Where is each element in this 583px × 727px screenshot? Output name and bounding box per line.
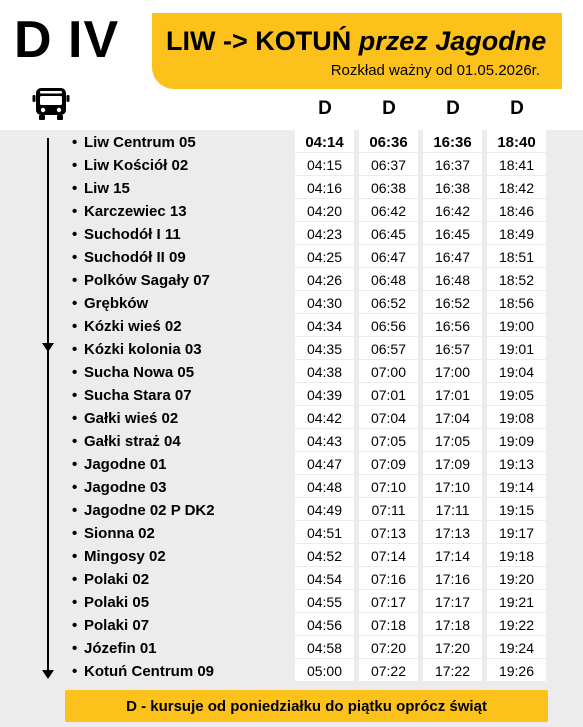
stop-name-label: Jagodne 03 xyxy=(84,479,167,496)
departure-time: 19:01 xyxy=(487,337,546,359)
departure-time: 18:52 xyxy=(487,268,546,290)
departure-time: 18:42 xyxy=(487,176,546,198)
stop-name-label: Polaki 05 xyxy=(84,594,150,611)
route-arrow-icon xyxy=(42,670,54,679)
departure-time: 19:24 xyxy=(487,636,546,658)
table-row xyxy=(0,567,583,590)
bus-icon xyxy=(32,86,70,122)
stop-name-label: Kózki wieś 02 xyxy=(84,318,182,335)
stop-name xyxy=(72,498,215,521)
departure-time: 04:49 xyxy=(295,498,354,520)
departure-time: 16:57 xyxy=(423,337,482,359)
departure-time: 18:46 xyxy=(487,199,546,221)
bullet-icon: • xyxy=(72,502,78,519)
departure-time: 18:56 xyxy=(487,291,546,313)
stop-name xyxy=(72,544,166,567)
departure-time: 16:45 xyxy=(423,222,482,244)
table-row xyxy=(0,544,583,567)
bullet-icon: • xyxy=(72,433,78,450)
departure-time: 07:22 xyxy=(359,659,418,681)
departure-time: 19:13 xyxy=(487,452,546,474)
departure-time: 04:56 xyxy=(295,613,354,635)
table-row xyxy=(0,268,583,291)
stop-name-label: Polków Sagały 07 xyxy=(84,272,210,289)
stop-name xyxy=(72,383,192,406)
bullet-icon: • xyxy=(72,180,78,197)
departure-time: 07:17 xyxy=(359,590,418,612)
stop-name xyxy=(72,590,149,613)
stop-name xyxy=(72,130,196,153)
departure-time: 04:30 xyxy=(295,291,354,313)
departure-time: 16:36 xyxy=(423,130,482,152)
footer-note: D - kursuje od poniedziałku do piątku oprócz świąt xyxy=(65,690,548,722)
departure-time: 07:20 xyxy=(359,636,418,658)
departure-time: 07:11 xyxy=(359,498,418,520)
departure-time: 19:18 xyxy=(487,544,546,566)
stop-name xyxy=(72,245,186,268)
stop-name xyxy=(72,222,181,245)
table-row xyxy=(0,406,583,429)
stop-name-label: Sucha Nowa 05 xyxy=(84,364,195,381)
table-row xyxy=(0,199,583,222)
bullet-icon: • xyxy=(72,479,78,496)
departure-time: 04:38 xyxy=(295,360,354,382)
column-header: D xyxy=(318,98,332,119)
departure-time: 06:52 xyxy=(359,291,418,313)
departure-time: 04:39 xyxy=(295,383,354,405)
bullet-icon: • xyxy=(72,203,78,220)
bullet-icon: • xyxy=(72,387,78,404)
departure-time: 17:14 xyxy=(423,544,482,566)
departure-time: 17:01 xyxy=(423,383,482,405)
table-row xyxy=(0,521,583,544)
bullet-icon: • xyxy=(72,525,78,542)
bullet-icon: • xyxy=(72,410,78,427)
stop-name xyxy=(72,153,188,176)
stop-name xyxy=(72,659,214,682)
stop-name-label: Jagodne 01 xyxy=(84,456,167,473)
departure-time: 17:09 xyxy=(423,452,482,474)
departure-time: 19:09 xyxy=(487,429,546,451)
departure-time: 17:22 xyxy=(423,659,482,681)
departure-time: 19:21 xyxy=(487,590,546,612)
departure-time: 19:08 xyxy=(487,406,546,428)
stop-name xyxy=(72,199,187,222)
departure-time: 17:04 xyxy=(423,406,482,428)
stop-name-label: Liw 15 xyxy=(84,180,130,197)
departure-time: 16:38 xyxy=(423,176,482,198)
departure-time: 17:20 xyxy=(423,636,482,658)
table-row xyxy=(0,314,583,337)
departure-time: 06:48 xyxy=(359,268,418,290)
table-row xyxy=(0,130,583,153)
departure-time: 04:26 xyxy=(295,268,354,290)
departure-time: 07:16 xyxy=(359,567,418,589)
stop-name-label: Jagodne 02 P DK2 xyxy=(84,502,215,519)
departure-time: 07:00 xyxy=(359,360,418,382)
departure-time: 16:42 xyxy=(423,199,482,221)
stop-name-label: Mingosy 02 xyxy=(84,548,166,565)
departure-time: 04:23 xyxy=(295,222,354,244)
table-row xyxy=(0,429,583,452)
bullet-icon: • xyxy=(72,295,78,312)
stop-name-label: Polaki 07 xyxy=(84,617,150,634)
route-title-via: przez Jagodne xyxy=(358,26,547,56)
stop-name xyxy=(72,567,149,590)
departure-time: 17:16 xyxy=(423,567,482,589)
departure-time: 04:58 xyxy=(295,636,354,658)
stop-name xyxy=(72,268,210,291)
table-row xyxy=(0,636,583,659)
stop-name-label: Gałki straż 04 xyxy=(84,433,181,450)
stop-name xyxy=(72,452,167,475)
departure-time: 07:18 xyxy=(359,613,418,635)
column-header: D xyxy=(510,98,524,119)
bullet-icon: • xyxy=(72,663,78,680)
stop-name xyxy=(72,337,202,360)
departure-time: 07:10 xyxy=(359,475,418,497)
departure-time: 05:00 xyxy=(295,659,354,681)
departure-time: 19:00 xyxy=(487,314,546,336)
departure-time: 19:17 xyxy=(487,521,546,543)
table-row xyxy=(0,498,583,521)
departure-time: 04:15 xyxy=(295,153,354,175)
departure-time: 04:52 xyxy=(295,544,354,566)
stop-name xyxy=(72,291,148,314)
stop-name-label: Grębków xyxy=(84,295,149,312)
stop-name-label: Józefin 01 xyxy=(84,640,157,657)
departure-time: 04:42 xyxy=(295,406,354,428)
stop-name xyxy=(72,613,149,636)
bullet-icon: • xyxy=(72,571,78,588)
departure-time: 19:15 xyxy=(487,498,546,520)
departure-time: 06:42 xyxy=(359,199,418,221)
departure-time: 04:14 xyxy=(295,130,354,152)
stop-name xyxy=(72,314,182,337)
departure-time: 06:45 xyxy=(359,222,418,244)
departure-time: 06:47 xyxy=(359,245,418,267)
departure-time: 17:13 xyxy=(423,521,482,543)
stop-name-label: Suchodół II 09 xyxy=(84,249,186,266)
column-header: D xyxy=(382,98,396,119)
departure-time: 19:04 xyxy=(487,360,546,382)
departure-time: 04:48 xyxy=(295,475,354,497)
departure-time: 17:05 xyxy=(423,429,482,451)
stop-name-label: Liw Centrum 05 xyxy=(84,134,196,151)
bullet-icon: • xyxy=(72,134,78,151)
table-row xyxy=(0,659,583,682)
bullet-icon: • xyxy=(72,318,78,335)
stop-name-label: Polaki 02 xyxy=(84,571,150,588)
stop-name xyxy=(72,636,157,659)
stop-name xyxy=(72,360,194,383)
stop-name-label: Karczewiec 13 xyxy=(84,203,187,220)
stop-name-label: Liw Kościół 02 xyxy=(84,157,189,174)
table-row xyxy=(0,245,583,268)
bullet-icon: • xyxy=(72,640,78,657)
departure-time: 06:36 xyxy=(359,130,418,152)
departure-time: 18:40 xyxy=(487,130,546,152)
stop-name xyxy=(72,521,155,544)
table-row xyxy=(0,153,583,176)
bullet-icon: • xyxy=(72,341,78,358)
departure-time: 06:37 xyxy=(359,153,418,175)
stop-name-label: Suchodół I 11 xyxy=(84,226,181,243)
departure-time: 07:09 xyxy=(359,452,418,474)
route-code: D IV xyxy=(14,11,120,69)
departure-time: 17:11 xyxy=(423,498,482,520)
departure-time: 04:34 xyxy=(295,314,354,336)
bullet-icon: • xyxy=(72,272,78,289)
departure-time: 18:51 xyxy=(487,245,546,267)
departure-time: 17:18 xyxy=(423,613,482,635)
table-row xyxy=(0,613,583,636)
departure-time: 04:43 xyxy=(295,429,354,451)
departure-time: 06:38 xyxy=(359,176,418,198)
table-row xyxy=(0,475,583,498)
departure-time: 04:47 xyxy=(295,452,354,474)
stop-name-label: Kózki kolonia 03 xyxy=(84,341,202,358)
table-row xyxy=(0,360,583,383)
departure-time: 18:49 xyxy=(487,222,546,244)
stop-name-label: Sionna 02 xyxy=(84,525,155,542)
table-row xyxy=(0,222,583,245)
bullet-icon: • xyxy=(72,548,78,565)
table-row xyxy=(0,291,583,314)
departure-time: 18:41 xyxy=(487,153,546,175)
departure-time: 07:14 xyxy=(359,544,418,566)
stop-name xyxy=(72,176,130,199)
departure-time: 04:16 xyxy=(295,176,354,198)
departure-time: 16:48 xyxy=(423,268,482,290)
departure-time: 19:14 xyxy=(487,475,546,497)
stop-name-label: Kotuń Centrum 09 xyxy=(84,663,215,680)
departure-time: 16:47 xyxy=(423,245,482,267)
bullet-icon: • xyxy=(72,456,78,473)
column-header: D xyxy=(446,98,460,119)
table-row xyxy=(0,176,583,199)
bullet-icon: • xyxy=(72,617,78,634)
departure-time: 07:05 xyxy=(359,429,418,451)
departure-time: 19:22 xyxy=(487,613,546,635)
departure-time: 16:37 xyxy=(423,153,482,175)
departure-time: 04:55 xyxy=(295,590,354,612)
stop-name xyxy=(72,475,167,498)
table-row xyxy=(0,337,583,360)
departure-time: 06:56 xyxy=(359,314,418,336)
table-row xyxy=(0,590,583,613)
route-title xyxy=(166,23,546,59)
departure-time: 19:26 xyxy=(487,659,546,681)
route-arrow-icon xyxy=(42,343,54,352)
bullet-icon: • xyxy=(72,364,78,381)
route-title-main: LIW -> KOTUŃ xyxy=(166,26,352,56)
validity-date: Rozkład ważny od 01.05.2026r. xyxy=(330,62,540,79)
departure-time: 07:01 xyxy=(359,383,418,405)
bullet-icon: • xyxy=(72,594,78,611)
departure-time: 04:54 xyxy=(295,567,354,589)
departure-time: 04:25 xyxy=(295,245,354,267)
departure-time: 07:04 xyxy=(359,406,418,428)
stop-name-label: Sucha Stara 07 xyxy=(84,387,192,404)
departure-time: 06:57 xyxy=(359,337,418,359)
departure-time: 16:56 xyxy=(423,314,482,336)
bullet-icon: • xyxy=(72,157,78,174)
bullet-icon: • xyxy=(72,249,78,266)
stop-name xyxy=(72,429,181,452)
departure-time: 07:13 xyxy=(359,521,418,543)
departure-time: 04:35 xyxy=(295,337,354,359)
table-row xyxy=(0,452,583,475)
bullet-icon: • xyxy=(72,226,78,243)
route-line xyxy=(47,138,49,675)
departure-time: 17:00 xyxy=(423,360,482,382)
departure-time: 19:20 xyxy=(487,567,546,589)
departure-time: 04:51 xyxy=(295,521,354,543)
departure-time: 19:05 xyxy=(487,383,546,405)
departure-time: 16:52 xyxy=(423,291,482,313)
departure-time: 17:17 xyxy=(423,590,482,612)
route-banner xyxy=(152,13,562,89)
departure-time: 04:20 xyxy=(295,199,354,221)
departure-time: 17:10 xyxy=(423,475,482,497)
stop-name xyxy=(72,406,178,429)
stop-name-label: Gałki wieś 02 xyxy=(84,410,179,427)
table-row xyxy=(0,383,583,406)
